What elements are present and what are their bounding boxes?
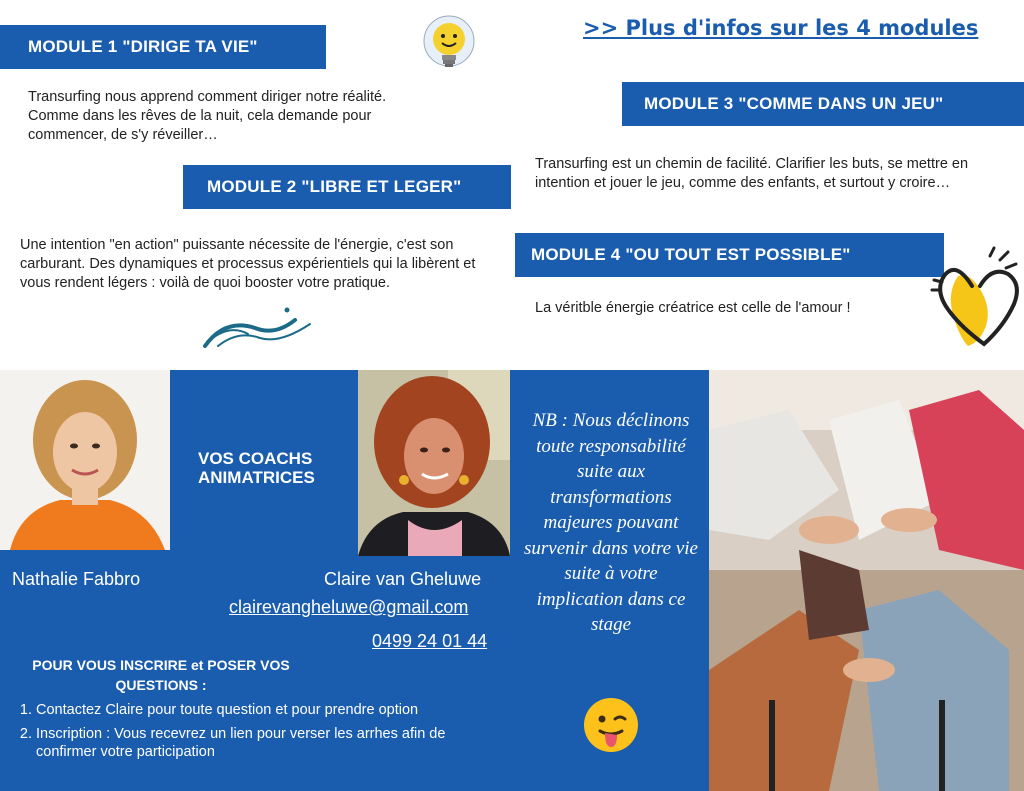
signup-heading-line1: POUR VOUS INSCRIRE et POSER VOS — [32, 657, 290, 673]
lightbulb-icon — [420, 14, 478, 80]
module2-title-bar — [183, 165, 511, 209]
signup-heading — [16, 655, 306, 695]
module4-title-bar — [515, 233, 944, 277]
more-info-link[interactable]: >> Plus d'infos sur les 4 modules — [583, 16, 979, 40]
group-photo — [709, 370, 1024, 791]
signup-heading-line2: QUESTIONS : — [115, 677, 207, 693]
coaches-heading-line2: ANIMATRICES — [198, 468, 315, 487]
module1-title: MODULE 1 "DIRIGE TA VIE" — [28, 37, 258, 56]
coach1-name: Nathalie Fabbro — [12, 569, 141, 589]
heart-icon — [928, 246, 1022, 352]
module4-title: MODULE 4 "OU TOUT EST POSSIBLE" — [531, 245, 851, 264]
disclaimer-text: NB : Nous déclinons toute responsabilité suite aux transformations majeures pouvant survenir dans votre vie suite à votre implication dans ce stage — [524, 410, 698, 635]
signup-step: 2. Inscription : Vous recevrez un lien pour verser les arrhes afin de confirmer votre participation — [36, 725, 508, 761]
module3-title-bar — [622, 82, 1024, 126]
coach2-phone-link[interactable]: 0499 24 01 44 — [372, 631, 488, 651]
module1-title-bar — [0, 25, 326, 69]
tongue-out-emoji-icon — [583, 697, 639, 753]
coach2-photo — [358, 370, 510, 556]
module2-title: MODULE 2 "LIBRE ET LEGER" — [207, 177, 462, 196]
coach2-name: Claire van Gheluwe — [324, 569, 482, 589]
module1-text: Transurfing nous apprend comment diriger notre réalité. Comme dans les rêves de la nuit, cela demande pour commencer, de s'y réveiller… — [28, 89, 387, 143]
coaches-heading — [198, 449, 315, 487]
module3-title: MODULE 3 "COMME DANS UN JEU" — [644, 94, 944, 113]
module3-text: Transurfing est un chemin de facilité. Clarifier les buts, se mettre en intention et jouer le jeu, comme des enfants, et surtout y croire… — [535, 156, 969, 191]
wave-logo-icon — [200, 300, 315, 352]
module2-text: Une intention "en action" puissante nécessite de l'énergie, c'est son carburant. Des dynamiques et processus expérientiels qui la libèrent et vous rendent légers : voilà de quoi booster votre pratique. — [20, 237, 476, 291]
coaches-heading-line1: VOS COACHS — [198, 449, 313, 468]
coach2-email-link[interactable]: clairevangheluwe@gmail.com — [229, 597, 469, 617]
signup-step: 1. Contactez Claire pour toute question et pour prendre option — [36, 701, 508, 719]
module4-text: La véritble énergie créatrice est celle de l'amour ! — [535, 300, 851, 316]
signup-steps — [16, 701, 508, 767]
coach1-photo — [0, 370, 170, 550]
